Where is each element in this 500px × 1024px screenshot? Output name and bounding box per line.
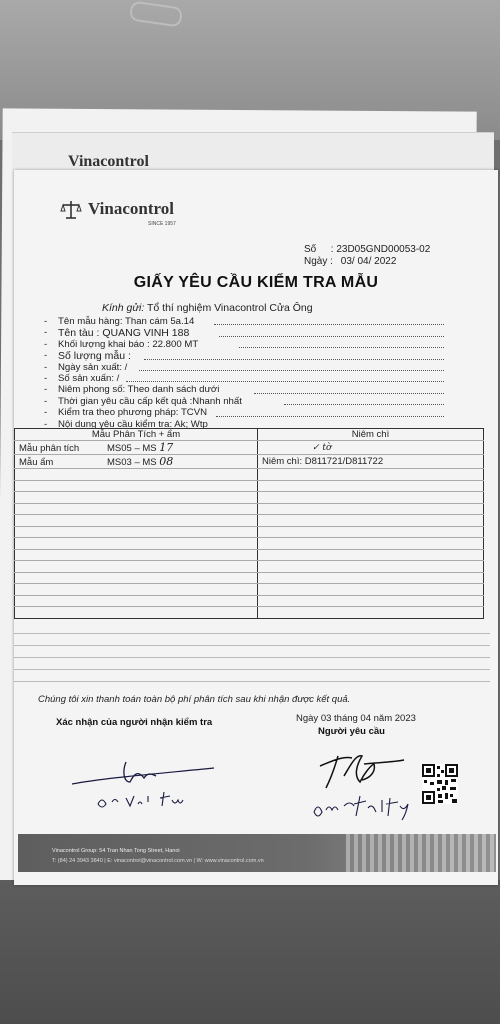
qr-code-icon — [422, 764, 458, 804]
table-cell — [258, 441, 484, 455]
sample-code-handwritten: 08 — [159, 455, 174, 468]
table-row — [15, 492, 484, 504]
footer-contact: T: (84) 24 3943 3840 | E: vinacontrol@vinacontrol.com.vn | W: www.vinacontrol.com.vn — [52, 858, 264, 864]
table-row — [15, 503, 484, 515]
table-row — [15, 526, 484, 538]
field-noi-dung: Nội dung yêu cầu kiểm tra: Ak; Wtp — [58, 418, 208, 430]
table-row — [15, 561, 484, 573]
table-cell — [15, 441, 258, 455]
table-cell — [15, 455, 258, 469]
brand-name: Vinacontrol — [88, 199, 174, 218]
field-row: - Thời gian yêu cầu cấp kết quả :Nhanh nhất — [44, 396, 444, 407]
field-row: - Số lượng mẫu : — [44, 350, 444, 361]
field-row: - Tên mẫu hàng: Than cám 5a.14 — [44, 316, 444, 327]
seal-handwritten: ✓ tờ — [312, 443, 332, 453]
signed-date: Ngày 03 tháng 04 năm 2023 — [296, 713, 416, 724]
footer-bar — [18, 834, 496, 872]
sample-name: Mẫu ẩm — [19, 457, 54, 468]
so-label: Số — [304, 244, 317, 255]
field-so-luong-mau: Số lượng mẫu : — [58, 350, 131, 363]
requester-label: Người yêu cầu — [318, 726, 385, 737]
table-header-seal: Niêm chì — [258, 429, 484, 441]
receiver-signature — [64, 748, 224, 818]
document-title: GIẤY YÊU CẦU KIỂM TRA MẪU — [133, 274, 379, 291]
footer-address: Vinacontrol Group: 54 Tran Nhan Tong Street, Hanoi — [52, 848, 180, 854]
sample-code: MS03 – MS — [107, 457, 157, 468]
field-ten-mau-hang: Tên mẫu hàng: Than cám 5a.14 — [58, 316, 195, 327]
sample-name: Mẫu phân tích — [19, 443, 80, 454]
field-row: - Kiểm tra theo phương pháp: TCVN — [44, 407, 444, 418]
form-fields — [44, 316, 444, 430]
footer-decoration — [346, 834, 496, 872]
table-row — [15, 549, 484, 561]
table-header-row — [15, 429, 484, 441]
table-row — [15, 538, 484, 550]
table-row — [15, 515, 484, 527]
ngay-label: Ngày : — [304, 256, 333, 267]
sample-code-handwritten: 17 — [159, 441, 174, 454]
field-row: - Tên tàu : QUANG VINH 188 — [44, 327, 444, 338]
table-row — [15, 595, 484, 607]
receiver-label: Xác nhận của người nhận kiểm tra — [56, 717, 213, 728]
table-header-samples: Mẫu Phân Tích + ẩm — [15, 429, 258, 441]
field-ten-tau: Tên tàu : QUANG VINH 188 — [58, 327, 190, 340]
field-khoi-luong: Khối lượng khai báo : 22.800 MT — [58, 338, 199, 350]
field-row: - Niêm phong số: Theo danh sách dưới — [44, 384, 444, 395]
greeting-value: Tổ thí nghiệm Vinacontrol Cửa Ông — [147, 302, 313, 314]
field-so-san-xuan: Số sản xuấn: / — [58, 372, 120, 384]
ngay-value: 03/ 04/ 2022 — [340, 256, 397, 267]
payment-note: Chúng tôi xin thanh toán toàn bộ phí phân tích sau khi nhận được kết quả. — [38, 694, 351, 705]
table-row — [15, 572, 484, 584]
field-row: - Số sản xuấn: / — [44, 373, 444, 384]
brand-since: SINCE 1957 — [148, 221, 176, 227]
sample-table — [14, 428, 484, 619]
requester-signature — [304, 746, 424, 830]
field-phuong-phap: Kiểm tra theo phương pháp: TCVN — [58, 407, 208, 419]
table-row — [15, 455, 484, 469]
field-thoi-gian: Thời gian yêu cầu cấp kết quả :Nhanh nhất — [58, 395, 242, 407]
table-row — [15, 480, 484, 492]
so-value: : 23D05GND00053-02 — [330, 244, 431, 255]
blank-lines — [14, 622, 490, 682]
table-row — [15, 607, 484, 619]
back-sheet-logo: Vinacontrol — [68, 153, 149, 170]
table-cell: Niêm chì: D811721/D811722 — [258, 455, 484, 469]
field-niem-phong: Niêm phong số: Theo danh sách dưới — [58, 384, 220, 396]
greeting — [102, 302, 313, 314]
field-ngay-san-xuat: Ngày sản xuất: / — [58, 361, 128, 373]
field-row: - Khối lượng khai báo : 22.800 MT — [44, 339, 444, 350]
field-row: - Ngày sản xuất: / — [44, 362, 444, 373]
document-reference — [304, 244, 430, 268]
greeting-label: Kính gửi: — [102, 302, 145, 314]
table-row — [15, 584, 484, 596]
table-row — [15, 469, 484, 481]
table-row — [15, 441, 484, 455]
field-row: - Nội dung yêu cầu kiểm tra: Ak; Wtp — [44, 418, 208, 430]
sample-code: MS05 – MS — [107, 443, 157, 454]
scales-icon — [60, 199, 82, 221]
background-bottom — [0, 880, 500, 1024]
request-form-sheet — [14, 170, 498, 885]
